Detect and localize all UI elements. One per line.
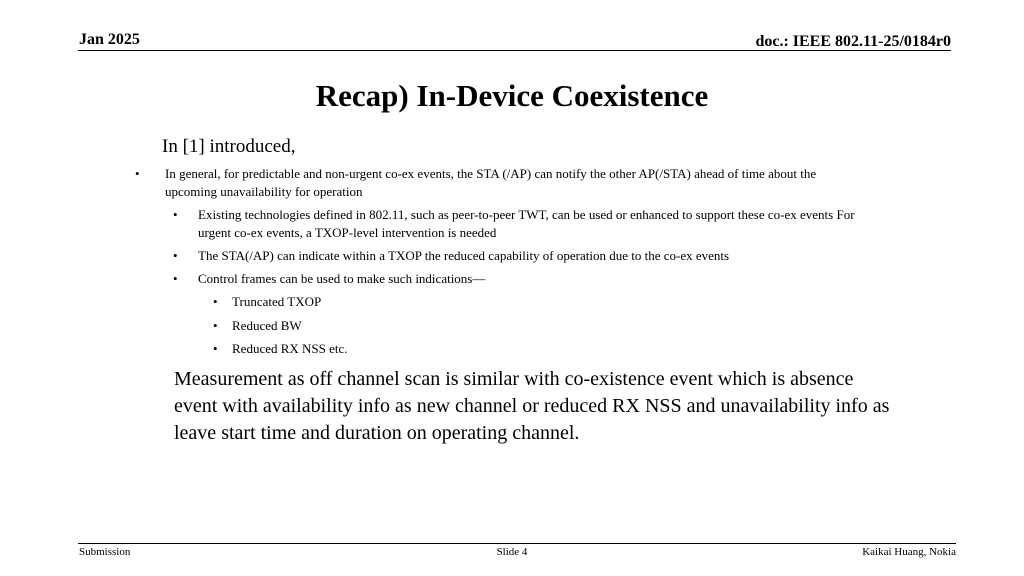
slide-title: Recap) In-Device Coexistence (315, 78, 709, 113)
footer-submission: Submission (79, 546, 131, 558)
bullet-level2 (173, 206, 888, 242)
body-paragraph: Measurement as off channel scan is similar with co-existence event which is absence event with availability info as new channel or reduced RX NSS and unavailability info as leave start time and duration on operating channel. (174, 368, 890, 444)
bullet-level3 (213, 293, 632, 311)
bullet-text: Reduced RX NSS etc. (232, 341, 348, 356)
bullet-icon: • (213, 294, 218, 309)
bullet-level1 (135, 165, 870, 201)
bullet-icon: • (213, 341, 218, 356)
bullet-level3 (213, 340, 632, 358)
footer-slide-number: Slide 4 (496, 546, 528, 558)
bullet-text: Existing technologies defined in 802.11, such as peer-to-peer TWT, can be used or enhanced to support these co-ex events For urgent co-ex events, a TXOP-level intervention is needed (198, 207, 855, 240)
bullet-text: In general, for predictable and non-urgent co-ex events, the STA (/AP) can notify the other AP(/STA) ahead of time about the upcoming unavailability for operation (165, 166, 817, 199)
header-date: Jan 2025 (79, 31, 140, 48)
footer-divider (78, 543, 956, 544)
bullet-level2 (173, 270, 888, 288)
bullet-text: Control frames can be used to make such indications— (198, 271, 486, 286)
footer-author: Kaikai Huang, Nokia (862, 546, 956, 558)
bullet-icon: • (173, 248, 178, 263)
header-divider (78, 50, 951, 51)
header-doc-id: doc.: IEEE 802.11-25/0184r0 (755, 33, 951, 50)
bullet-level2 (173, 247, 888, 265)
intro-text: In [1] introduced, (162, 136, 296, 157)
bullet-icon: • (213, 318, 218, 333)
bullet-icon: • (173, 271, 178, 286)
bullet-text: Truncated TXOP (232, 294, 322, 309)
bullet-text: The STA(/AP) can indicate within a TXOP the reduced capability of operation due to the co-ex events (198, 248, 730, 263)
bullet-text: Reduced BW (232, 318, 302, 333)
bullet-icon: • (173, 207, 178, 222)
bullet-level3 (213, 317, 632, 335)
bullet-icon: • (135, 166, 140, 181)
